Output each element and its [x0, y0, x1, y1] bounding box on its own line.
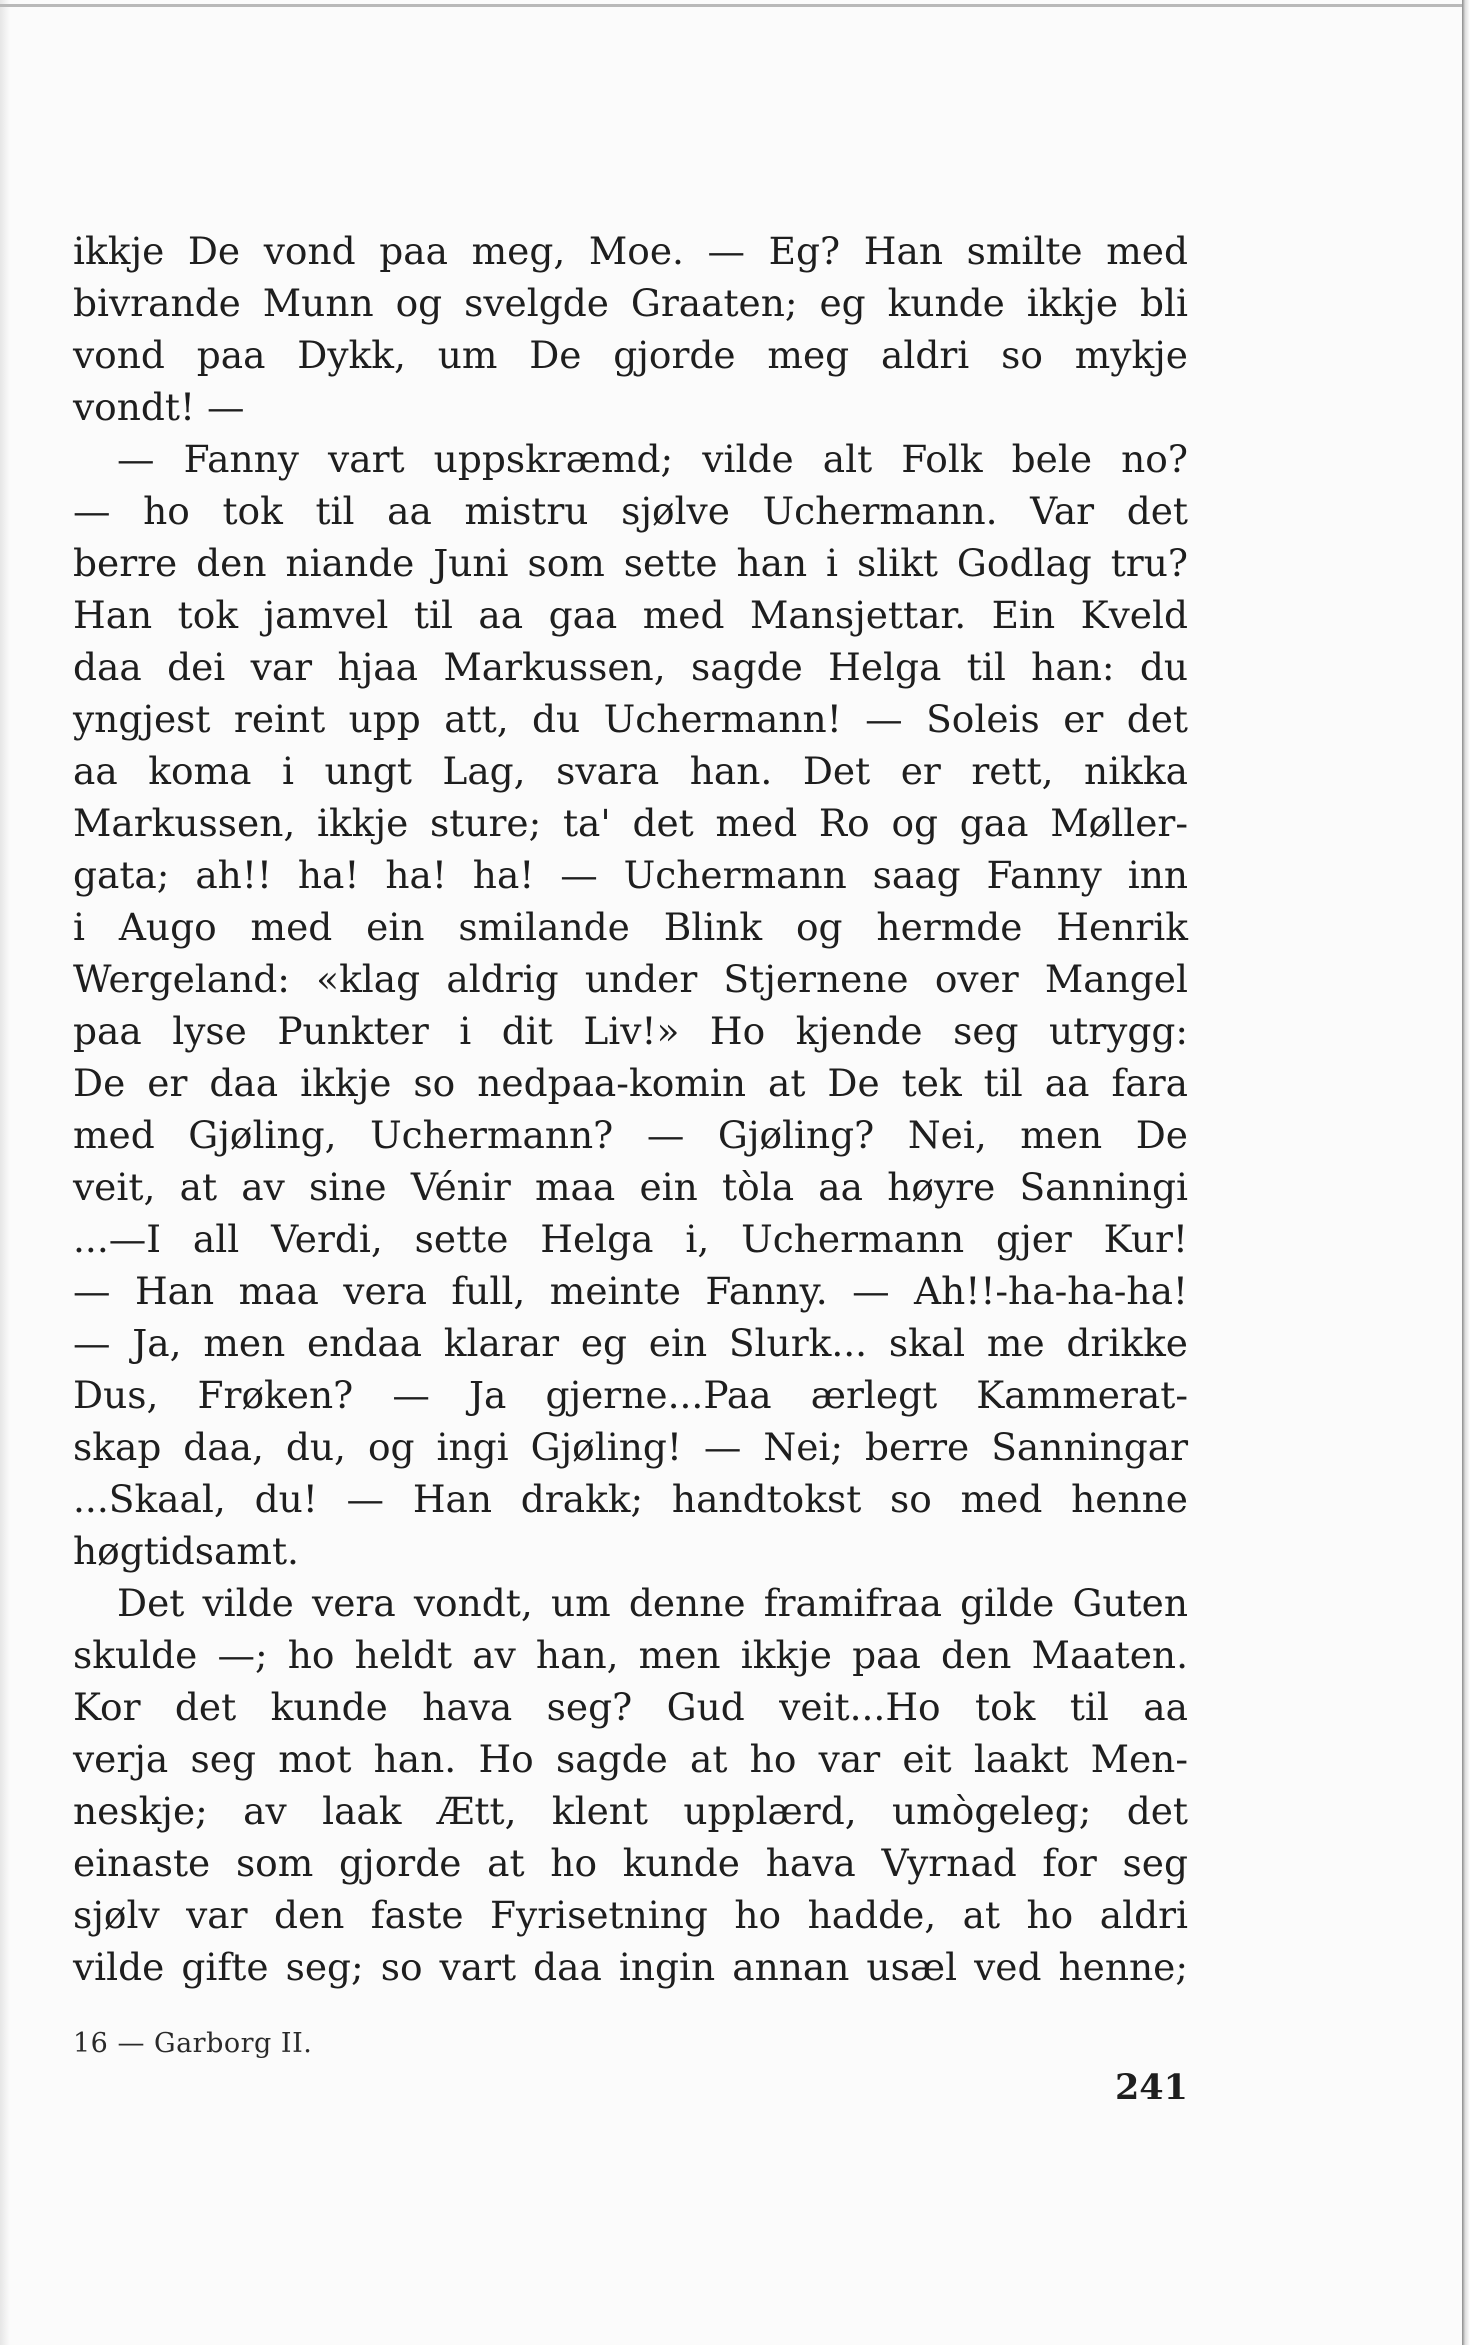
text-line-33: sjølv var den faste Fyrisetning ho hadde, at ho aldri: [73, 1893, 1188, 1937]
text-line-18: med Gjøling, Uchermann? — Gjøling? Nei, men De: [73, 1113, 1188, 1157]
body-text: [73, 225, 1188, 1993]
text-line-29: Kor det kunde hava seg? Gud veit...Ho tok til aa: [73, 1685, 1188, 1729]
text-line-5: — Fanny vart uppskræmd; vilde alt Folk bele no?: [117, 437, 1188, 481]
page-top-rule: [0, 4, 1470, 7]
text-line-17: De er daa ikkje so nedpaa-komin at De tek til aa fara: [73, 1061, 1188, 1105]
text-line-7: berre den niande Juni som sette han i slikt Godlag tru?: [73, 541, 1188, 585]
text-line-16: paa lyse Punkter i dit Liv!» Ho kjende seg utrygg:: [73, 1009, 1188, 1053]
text-line-10: yngjest reint upp att, du Uchermann! — Soleis er det: [73, 697, 1188, 741]
text-line-15: Wergeland: «klag aldrig under Stjernene over Mangel: [73, 957, 1188, 1001]
text-line-27: Det vilde vera vondt, um denne framifraa gilde Guten: [117, 1581, 1188, 1625]
page-number: 241: [1114, 2067, 1188, 2108]
text-line-26: høgtidsamt.: [73, 1529, 299, 1573]
text-line-2: bivrande Munn og svelgde Graaten; eg kunde ikkje bli: [73, 281, 1188, 325]
text-line-31: neskje; av laak Ætt, klent upplærd, umògeleg; det: [73, 1789, 1188, 1833]
page-right-edge: [1462, 0, 1470, 2345]
text-line-22: — Ja, men endaa klarar eg ein Slurk... skal me drikke: [73, 1321, 1188, 1365]
text-line-24: skap daa, du, og ingi Gjøling! — Nei; berre Sanningar: [73, 1425, 1188, 1469]
text-line-28: skulde —; ho heldt av han, men ikkje paa den Maaten.: [73, 1633, 1188, 1677]
text-line-8: Han tok jamvel til aa gaa med Mansjettar. Ein Kveld: [73, 593, 1188, 637]
text-line-4: vondt! —: [73, 385, 245, 429]
text-line-19: veit, at av sine Vénir maa ein tòla aa høyre Sanningi: [73, 1165, 1188, 1209]
page-left-edge: [0, 0, 10, 2345]
text-line-14: i Augo med ein smilande Blink og hermde Henrik: [73, 905, 1188, 949]
text-line-1: ikkje De vond paa meg, Moe. — Eg? Han smilte med: [73, 229, 1188, 273]
text-line-20: ...—I all Verdi, sette Helga i, Uchermann gjer Kur!: [73, 1217, 1188, 1261]
text-line-13: gata; ah!! ha! ha! ha! — Uchermann saag Fanny inn: [73, 853, 1188, 897]
printer-signature: 16 — Garborg II.: [73, 2028, 313, 2059]
text-line-6: — ho tok til aa mistru sjølve Uchermann. Var det: [73, 489, 1188, 533]
text-line-11: aa koma i ungt Lag, svara han. Det er rett, nikka: [73, 749, 1188, 793]
text-line-34: vilde gifte seg; so vart daa ingin annan usæl ved henne;: [73, 1945, 1188, 1989]
page-footer: [73, 2010, 1188, 2130]
text-line-12: Markussen, ikkje sture; ta' det med Ro og gaa Møller-: [73, 801, 1188, 845]
text-line-3: vond paa Dykk, um De gjorde meg aldri so mykje: [73, 333, 1188, 377]
text-line-23: Dus, Frøken? — Ja gjerne...Paa ærlegt Kammerat-: [73, 1373, 1188, 1417]
text-line-25: ...Skaal, du! — Han drakk; handtokst so med henne: [73, 1477, 1188, 1521]
text-line-9: daa dei var hjaa Markussen, sagde Helga til han: du: [73, 645, 1188, 689]
text-line-32: einaste som gjorde at ho kunde hava Vyrnad for seg: [73, 1841, 1188, 1885]
text-line-21: — Han maa vera full, meinte Fanny. — Ah!!-ha-ha-ha!: [73, 1269, 1188, 1313]
text-line-30: verja seg mot han. Ho sagde at ho var eit laakt Men-: [73, 1737, 1188, 1781]
